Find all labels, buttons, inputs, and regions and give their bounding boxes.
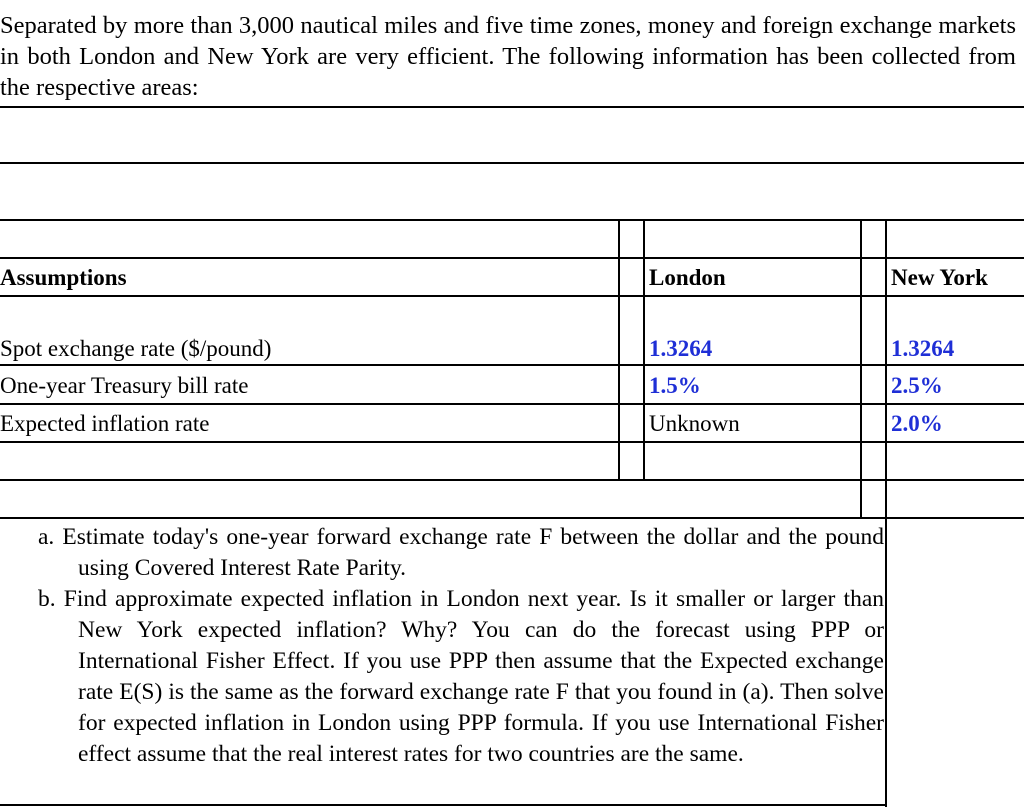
header-assumptions: Assumptions	[0, 265, 127, 290]
newyork-spot-value: 1.3264	[891, 336, 955, 361]
newyork-tbill-value: 2.5%	[891, 373, 943, 398]
row-label-tbill: One-year Treasury bill rate	[0, 373, 249, 398]
grid-line	[0, 364, 1024, 366]
row-label-spot: Spot exchange rate ($/pound)	[0, 336, 272, 361]
grid-line	[0, 106, 1024, 108]
header-london: London	[649, 265, 726, 290]
grid-line	[0, 403, 1024, 405]
grid-line	[885, 219, 887, 807]
grid-line	[0, 479, 1024, 481]
grid-line	[643, 219, 645, 479]
grid-line	[0, 295, 1024, 297]
intro-paragraph: Separated by more than 3,000 nautical miles and five time zones, money and foreign exchange markets in both London and New York are very efficient. The following information has been collected from the respective areas:	[0, 12, 1016, 101]
newyork-inflation-value: 2.0%	[891, 411, 943, 436]
header-newyork: New York	[891, 265, 988, 290]
grid-line	[0, 257, 1024, 259]
questions-block	[38, 522, 884, 770]
grid-line	[0, 517, 1024, 519]
london-inflation-value: Unknown	[649, 411, 740, 436]
question-b: b. Find approximate expected inflation in London next year. Is it smaller or larger than New York expected inflation? Why? You can do the forecast using PPP or International Fisher Effect. If you use PPP then assume that the Expected exchange rate E(S) is the same as the forward exchange rate F that you found in (a). Then solve for expected inflation in London using PPP formula. If you use International Fisher effect assume that the real interest rates for two countries are the same.	[38, 586, 884, 767]
london-spot-value: 1.3264	[649, 336, 713, 361]
grid-line	[0, 804, 886, 806]
london-tbill-value: 1.5%	[649, 373, 701, 398]
grid-line	[860, 219, 862, 517]
grid-line	[0, 162, 1024, 164]
grid-line	[0, 441, 1024, 443]
row-label-inflation: Expected inflation rate	[0, 411, 210, 436]
grid-line	[0, 219, 1024, 221]
grid-line	[618, 219, 620, 479]
question-a: a. Estimate today's one-year forward exchange rate F between the dollar and the pound using Covered Interest Rate Parity.	[38, 524, 884, 581]
